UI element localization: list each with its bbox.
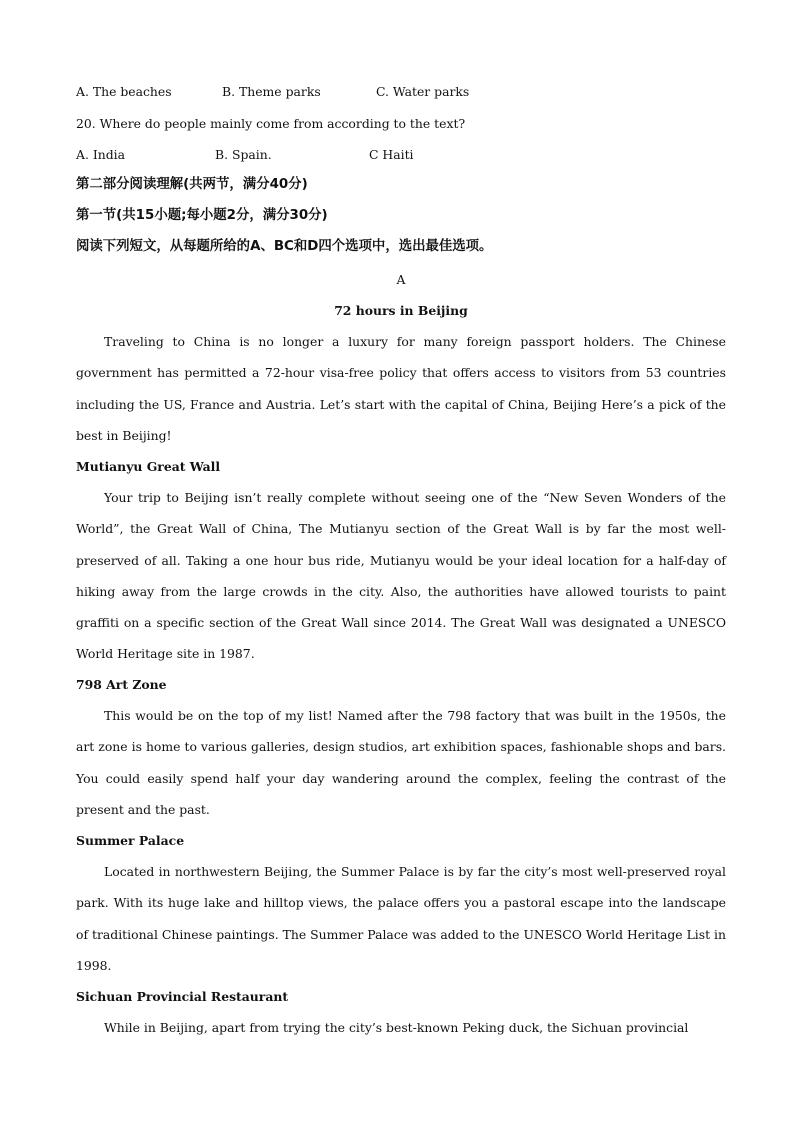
q19-option-a: A. The beaches [76,84,172,99]
passage-label: A [396,272,406,287]
q20-option-c: C Haiti [369,147,414,162]
subsection-title: 第一节(共15小题;每小题2分，满分30分) [76,208,328,223]
intro-paragraph [76,326,726,451]
instruction: 阅读下列短文，从每题所给的A、BC和D四个选项中，选出最佳选项。 [76,239,493,254]
section-paragraph-summer-palace [76,856,726,981]
q20-option-a: A. India [76,147,125,162]
section-heading-great-wall: Mutianyu Great Wall [76,459,221,474]
section-text-summer-palace: Located in northwestern Beijing, the Summer Palace is by far the city’s most well-preserved royal park. With its huge lake and hilltop views, the palace offers you a pastoral escape into the landscape of traditional Chinese paintings. The Summer Palace was added to the UNESCO World Heritage List in 1998. [76,864,726,973]
section-heading-summer-palace: Summer Palace [76,833,185,848]
q19-option-c: C. Water parks [376,84,470,99]
section-text-restaurant: While in Beijing, apart from trying the city’s best-known Peking duck, the Sichuan provincial [104,1020,689,1035]
section-paragraph-restaurant [76,1012,726,1043]
section-text-798: This would be on the top of my list! Named after the 798 factory that was built in the 1950s, the art zone is home to various galleries, design studios, art exhibition spaces, fashionable shops and bars. You could easily spend half your day wandering around the complex, feeling the contrast of the present and the past. [76,708,726,817]
passage-title: 72 hours in Beijing [334,303,468,318]
section-text-great-wall: Your trip to Beijing isn’t really complete without seeing one of the “New Seven Wonders of the World”, the Great Wall of China, The Mutianyu section of the Great Wall is by far the most well-preserved of all. Taking a one hour bus ride, Mutianyu would be your ideal location for a half-day of hiking away from the large crowds in the city. Also, the authorities have allowed tourists to paint graffiti on a specific section of the Great Wall since 2014. The Great Wall was designated a UNESCO World Heritage site in 1987. [76,490,726,662]
q19-option-b: B. Theme parks [222,84,321,99]
intro-text: Traveling to China is no longer a luxury for many foreign passport holders. The Chinese government has permitted a 72-hour visa-free policy that offers access to visitors from 53 countries including the US, France and Austria. Let’s start with the capital of China, Beijing Here’s a pick of the best in Beijing! [76,334,726,443]
section-paragraph-great-wall [76,482,726,670]
section-heading-798: 798 Art Zone [76,677,167,692]
q20-option-b: B. Spain. [215,147,272,162]
section-paragraph-798 [76,700,726,825]
q20-question: 20. Where do people mainly come from according to the text? [76,116,466,131]
part-title: 第二部分阅读理解(共两节，满分40分) [76,177,308,192]
section-heading-restaurant: Sichuan Provincial Restaurant [76,989,289,1004]
